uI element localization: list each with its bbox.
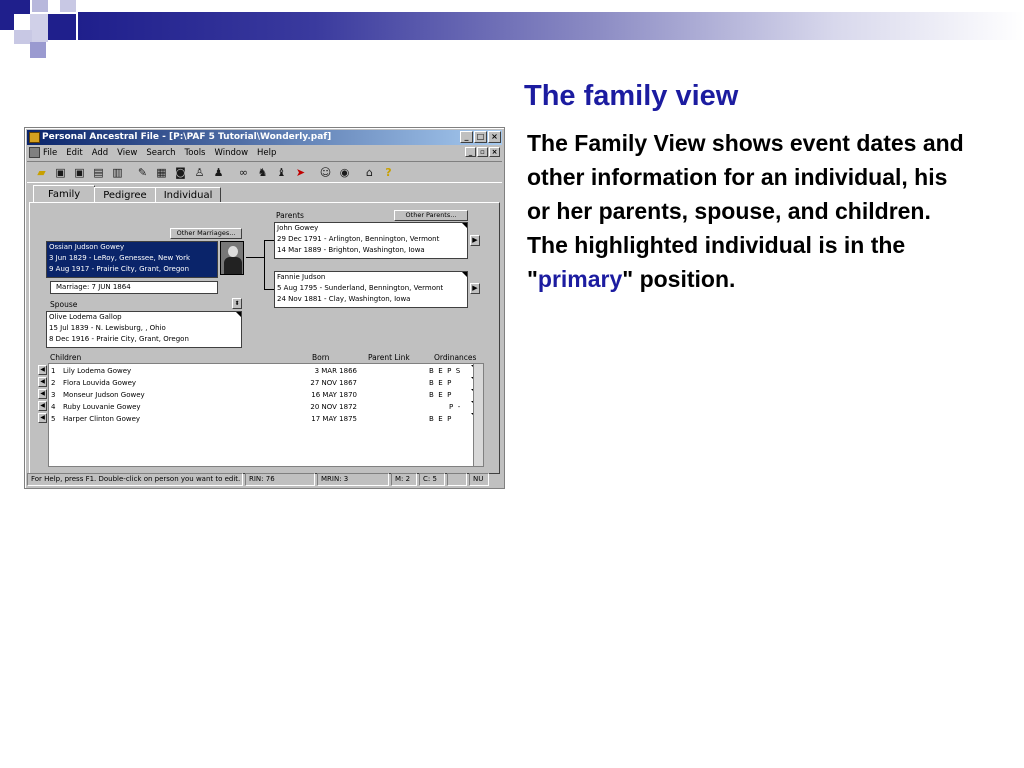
menu-file[interactable]: File xyxy=(43,148,58,158)
child-num: 5 xyxy=(51,415,56,423)
primary-person-box[interactable] xyxy=(46,241,218,278)
print-icon[interactable]: ▥ xyxy=(112,165,123,179)
status-rin: RIN: 76 xyxy=(245,473,315,486)
children-header xyxy=(48,353,488,363)
mother-birth: 5 Aug 1795 - Sunderland, Bennington, Vermont xyxy=(277,284,444,292)
family-view-panel xyxy=(29,202,500,474)
child-4-arrow[interactable]: ◀ xyxy=(38,401,47,411)
child-row-5[interactable] xyxy=(49,413,486,425)
spouse-birth: 15 Jul 1839 - N. Lewisburg, , Ohio xyxy=(49,324,166,332)
body-text-2: " position. xyxy=(622,266,736,292)
search-person-icon[interactable]: ♝ xyxy=(276,165,287,179)
child-ordinances: B E P xyxy=(429,415,452,423)
children-scrollbar[interactable] xyxy=(473,364,483,466)
mother-nav-button[interactable]: ▶ xyxy=(470,283,480,294)
mdi-minimize-button[interactable]: _ xyxy=(465,147,476,157)
body-text-1: The Family View shows event dates and other information for an individual, his or her parents, spouse, and children. The highlighted individual is in the " xyxy=(527,130,964,292)
status-c: C: 5 xyxy=(419,473,445,486)
statusbar xyxy=(27,473,502,486)
connector-h-mother xyxy=(264,289,274,290)
menu-help[interactable]: Help xyxy=(257,148,277,158)
child-born: 17 MAY 1875 xyxy=(311,415,357,423)
child-ordinances: B E P S xyxy=(429,367,461,375)
deco-square-4 xyxy=(30,14,48,42)
edit-person-icon[interactable]: ✎ xyxy=(137,165,148,179)
father-box[interactable] xyxy=(274,222,468,259)
notes-icon[interactable]: ▦ xyxy=(156,165,167,179)
spouse-death: 8 Dec 1916 - Prairie City, Grant, Oregon xyxy=(49,335,189,343)
save-icon[interactable]: ▣ xyxy=(55,165,66,179)
app-icon xyxy=(29,132,40,143)
goto-icon[interactable]: ➤ xyxy=(295,165,306,179)
child-name: Monseur Judson Gowey xyxy=(63,391,145,399)
web-icon[interactable]: ◉ xyxy=(339,165,350,179)
mother-death: 24 Nov 1881 - Clay, Washington, Iowa xyxy=(277,295,411,303)
child-born: 3 MAR 1866 xyxy=(314,367,357,375)
other-parents-button[interactable]: Other Parents... xyxy=(394,210,468,221)
tab-pedigree[interactable]: Pedigree xyxy=(94,187,156,203)
menu-tools[interactable]: Tools xyxy=(184,148,206,158)
deco-square-8 xyxy=(30,42,46,58)
status-blank xyxy=(447,473,467,486)
merge-icon[interactable]: ☺ xyxy=(319,165,332,179)
primary-death: 9 Aug 1917 - Prairie City, Grant, Oregon xyxy=(49,265,190,273)
spouse-box[interactable] xyxy=(46,311,242,348)
body-highlight: primary xyxy=(537,266,623,292)
primary-name: Ossian Judson Gowey xyxy=(49,243,125,251)
mdi-restore-button[interactable]: ▫ xyxy=(477,147,488,157)
menu-add[interactable]: Add xyxy=(91,148,109,158)
child-name: Flora Louvida Gowey xyxy=(63,379,137,387)
child-row-3[interactable] xyxy=(49,389,486,401)
child-row-2[interactable] xyxy=(49,377,486,389)
father-death: 14 Mar 1889 - Brighton, Washington, Iowa xyxy=(277,246,425,254)
minimize-button[interactable]: _ xyxy=(460,131,473,143)
person-photo xyxy=(220,241,244,275)
window-titlebar xyxy=(27,130,502,145)
born-col-label: Born xyxy=(312,353,330,362)
menubar xyxy=(27,146,502,160)
menu-view[interactable]: View xyxy=(117,148,138,158)
status-nu: NU xyxy=(469,473,489,486)
temple-icon[interactable]: ⌂ xyxy=(366,165,373,179)
primary-birth: 3 Jun 1829 - LeRoy, Genessee, New York xyxy=(49,254,191,262)
connector-v xyxy=(264,240,265,290)
status-m: M: 2 xyxy=(391,473,417,486)
add-person-icon[interactable]: ♙ xyxy=(194,165,205,179)
child-2-arrow[interactable]: ◀ xyxy=(38,377,47,387)
mother-box[interactable] xyxy=(274,271,468,308)
mdi-buttons xyxy=(465,147,500,157)
menu-edit[interactable]: Edit xyxy=(66,148,83,158)
deco-square-6 xyxy=(60,0,76,12)
father-nav-button[interactable]: ▶ xyxy=(470,235,480,246)
child-num: 3 xyxy=(51,391,56,399)
mother-name: Fannie Judson xyxy=(277,273,326,281)
close-button[interactable]: × xyxy=(488,131,501,143)
view-tabs xyxy=(33,185,220,203)
search-family-icon[interactable]: ♞ xyxy=(257,165,268,179)
tab-family[interactable]: Family xyxy=(33,185,95,203)
paf-window xyxy=(24,127,505,489)
status-mrin: MRIN: 3 xyxy=(317,473,389,486)
maximize-button[interactable]: □ xyxy=(474,131,487,143)
connector-h-father xyxy=(264,240,274,241)
open-folder-icon[interactable]: ▰ xyxy=(37,165,46,179)
spouse-name: Olive Lodema Gallop xyxy=(49,313,122,321)
window-title: Personal Ancestral File - [P:\PAF 5 Tutorial\Wonderly.paf] xyxy=(42,132,332,142)
child-born: 27 NOV 1867 xyxy=(310,379,357,387)
spouse-spin-button[interactable]: ⬍ xyxy=(232,298,242,309)
father-name: John Gowey xyxy=(277,224,319,232)
child-row-1[interactable] xyxy=(49,365,486,377)
document-icon[interactable] xyxy=(29,147,40,158)
child-born: 20 NOV 1872 xyxy=(310,403,357,411)
window-buttons xyxy=(460,131,501,143)
child-ordinances: B E P xyxy=(429,379,452,387)
child-ordinances: P - xyxy=(429,403,461,411)
children-list xyxy=(48,363,484,467)
child-num: 1 xyxy=(51,367,56,375)
parent-link-col-label: Parent Link xyxy=(368,353,410,362)
parents-label: Parents xyxy=(276,211,304,220)
backup-icon[interactable]: ▤ xyxy=(93,165,104,179)
tab-individual[interactable]: Individual xyxy=(155,187,222,203)
connector-h-primary xyxy=(246,257,264,258)
child-5-arrow[interactable]: ◀ xyxy=(38,413,47,423)
child-ordinances: B E P xyxy=(429,391,452,399)
mdi-close-button[interactable]: × xyxy=(489,147,500,157)
child-row-4[interactable] xyxy=(49,401,486,413)
slide-title: The family view xyxy=(524,80,739,112)
help-icon[interactable]: ? xyxy=(385,165,392,179)
father-birth: 29 Dec 1791 - Arlington, Bennington, Vermont xyxy=(277,235,440,243)
menu-search[interactable]: Search xyxy=(146,148,176,158)
status-help: For Help, press F1. Double-click on person you want to edit. xyxy=(27,473,243,486)
save-as-icon[interactable]: ▣ xyxy=(74,165,85,179)
child-num: 4 xyxy=(51,403,56,411)
child-name: Ruby Louvanie Gowey xyxy=(63,403,141,411)
menu-window[interactable]: Window xyxy=(214,148,249,158)
child-born: 16 MAY 1870 xyxy=(311,391,357,399)
marriage-text: Marriage: 7 JUN 1864 xyxy=(56,283,131,291)
binoculars-icon[interactable]: ∞ xyxy=(238,165,249,179)
child-1-arrow[interactable]: ◀ xyxy=(38,365,47,375)
spouse-label: Spouse xyxy=(50,300,78,309)
other-marriages-button[interactable]: Other Marriages... xyxy=(170,228,242,239)
ordinances-col-label: Ordinances xyxy=(434,353,477,362)
deco-square-3 xyxy=(32,0,48,12)
deco-square-5 xyxy=(48,14,76,40)
header-gradient-bar xyxy=(78,12,1024,40)
child-name: Lily Lodema Gowey xyxy=(63,367,132,375)
camera-icon[interactable]: ◙ xyxy=(175,165,186,179)
slide-body xyxy=(527,126,967,296)
add-family-icon[interactable]: ♟ xyxy=(213,165,224,179)
toolbar xyxy=(27,161,502,183)
children-col-label: Children xyxy=(50,353,82,362)
child-num: 2 xyxy=(51,379,56,387)
marriage-field[interactable] xyxy=(50,281,218,294)
child-name: Harper Clinton Gowey xyxy=(63,415,141,423)
child-3-arrow[interactable]: ◀ xyxy=(38,389,47,399)
